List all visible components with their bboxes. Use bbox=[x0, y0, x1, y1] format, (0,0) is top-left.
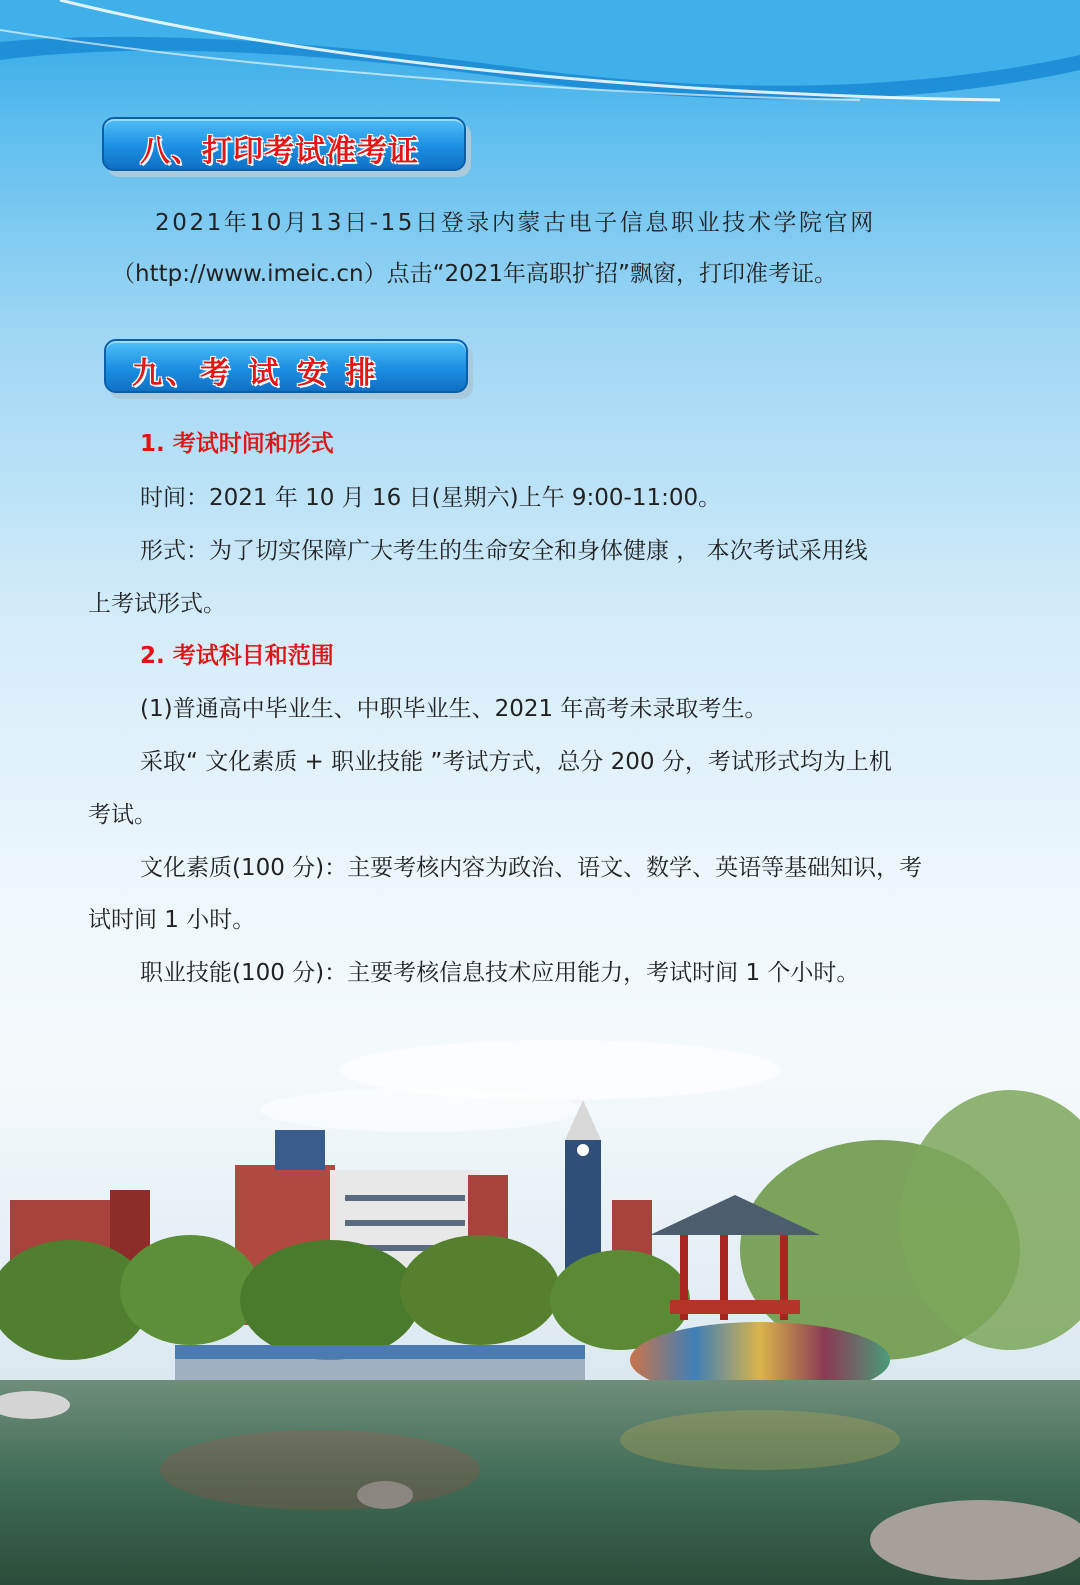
subheading-exam-time-and-form: 1. 考试时间和形式 bbox=[140, 431, 334, 457]
subjects-paragraph-3a: 文化素质(100 分)：主要考核内容为政治、语文、数学、英语等基础知识，考 bbox=[140, 855, 923, 881]
section-8-header bbox=[102, 117, 466, 171]
subjects-paragraph-2a: 采取“ 文化素质 + 职业技能 ”考试方式，总分 200 分，考试形式均为上机 bbox=[140, 749, 892, 775]
subheading-exam-subjects: 2. 考试科目和范围 bbox=[140, 643, 334, 669]
subjects-paragraph-2b: 考试。 bbox=[88, 802, 157, 828]
exam-time-text: 时间：2021 年 10 月 16 日(星期六)上午 9:00-11:00。 bbox=[140, 485, 722, 511]
subjects-paragraph-1: (1)普通高中毕业生、中职毕业生、2021 年高考未录取考生。 bbox=[140, 696, 768, 722]
exam-form-text-1: 形式：为了切实保障广大考生的生命安全和身体健康 ， 本次考试采用线 bbox=[140, 538, 868, 564]
campus-photo bbox=[0, 1000, 1080, 1585]
subjects-paragraph-3b: 试时间 1 小时。 bbox=[88, 907, 256, 933]
section-8-line-1: 2021年10月13日-15日登录内蒙古电子信息职业技术学院官网 bbox=[155, 210, 876, 236]
section-9-header bbox=[104, 339, 468, 393]
exam-form-text-2: 上考试形式。 bbox=[88, 591, 226, 617]
subjects-paragraph-4: 职业技能(100 分)：主要考核信息技术应用能力，考试时间 1 个小时。 bbox=[140, 960, 860, 986]
top-wave-decoration bbox=[0, 0, 1080, 120]
section-9-title: 九、考 试 安 排 bbox=[132, 356, 380, 391]
section-8-line-2: （http://www.imeic.cn）点击“2021年高职扩招”飘窗，打印准考证。 bbox=[112, 261, 837, 287]
section-8-title: 八、打印考试准考证 bbox=[140, 134, 419, 169]
